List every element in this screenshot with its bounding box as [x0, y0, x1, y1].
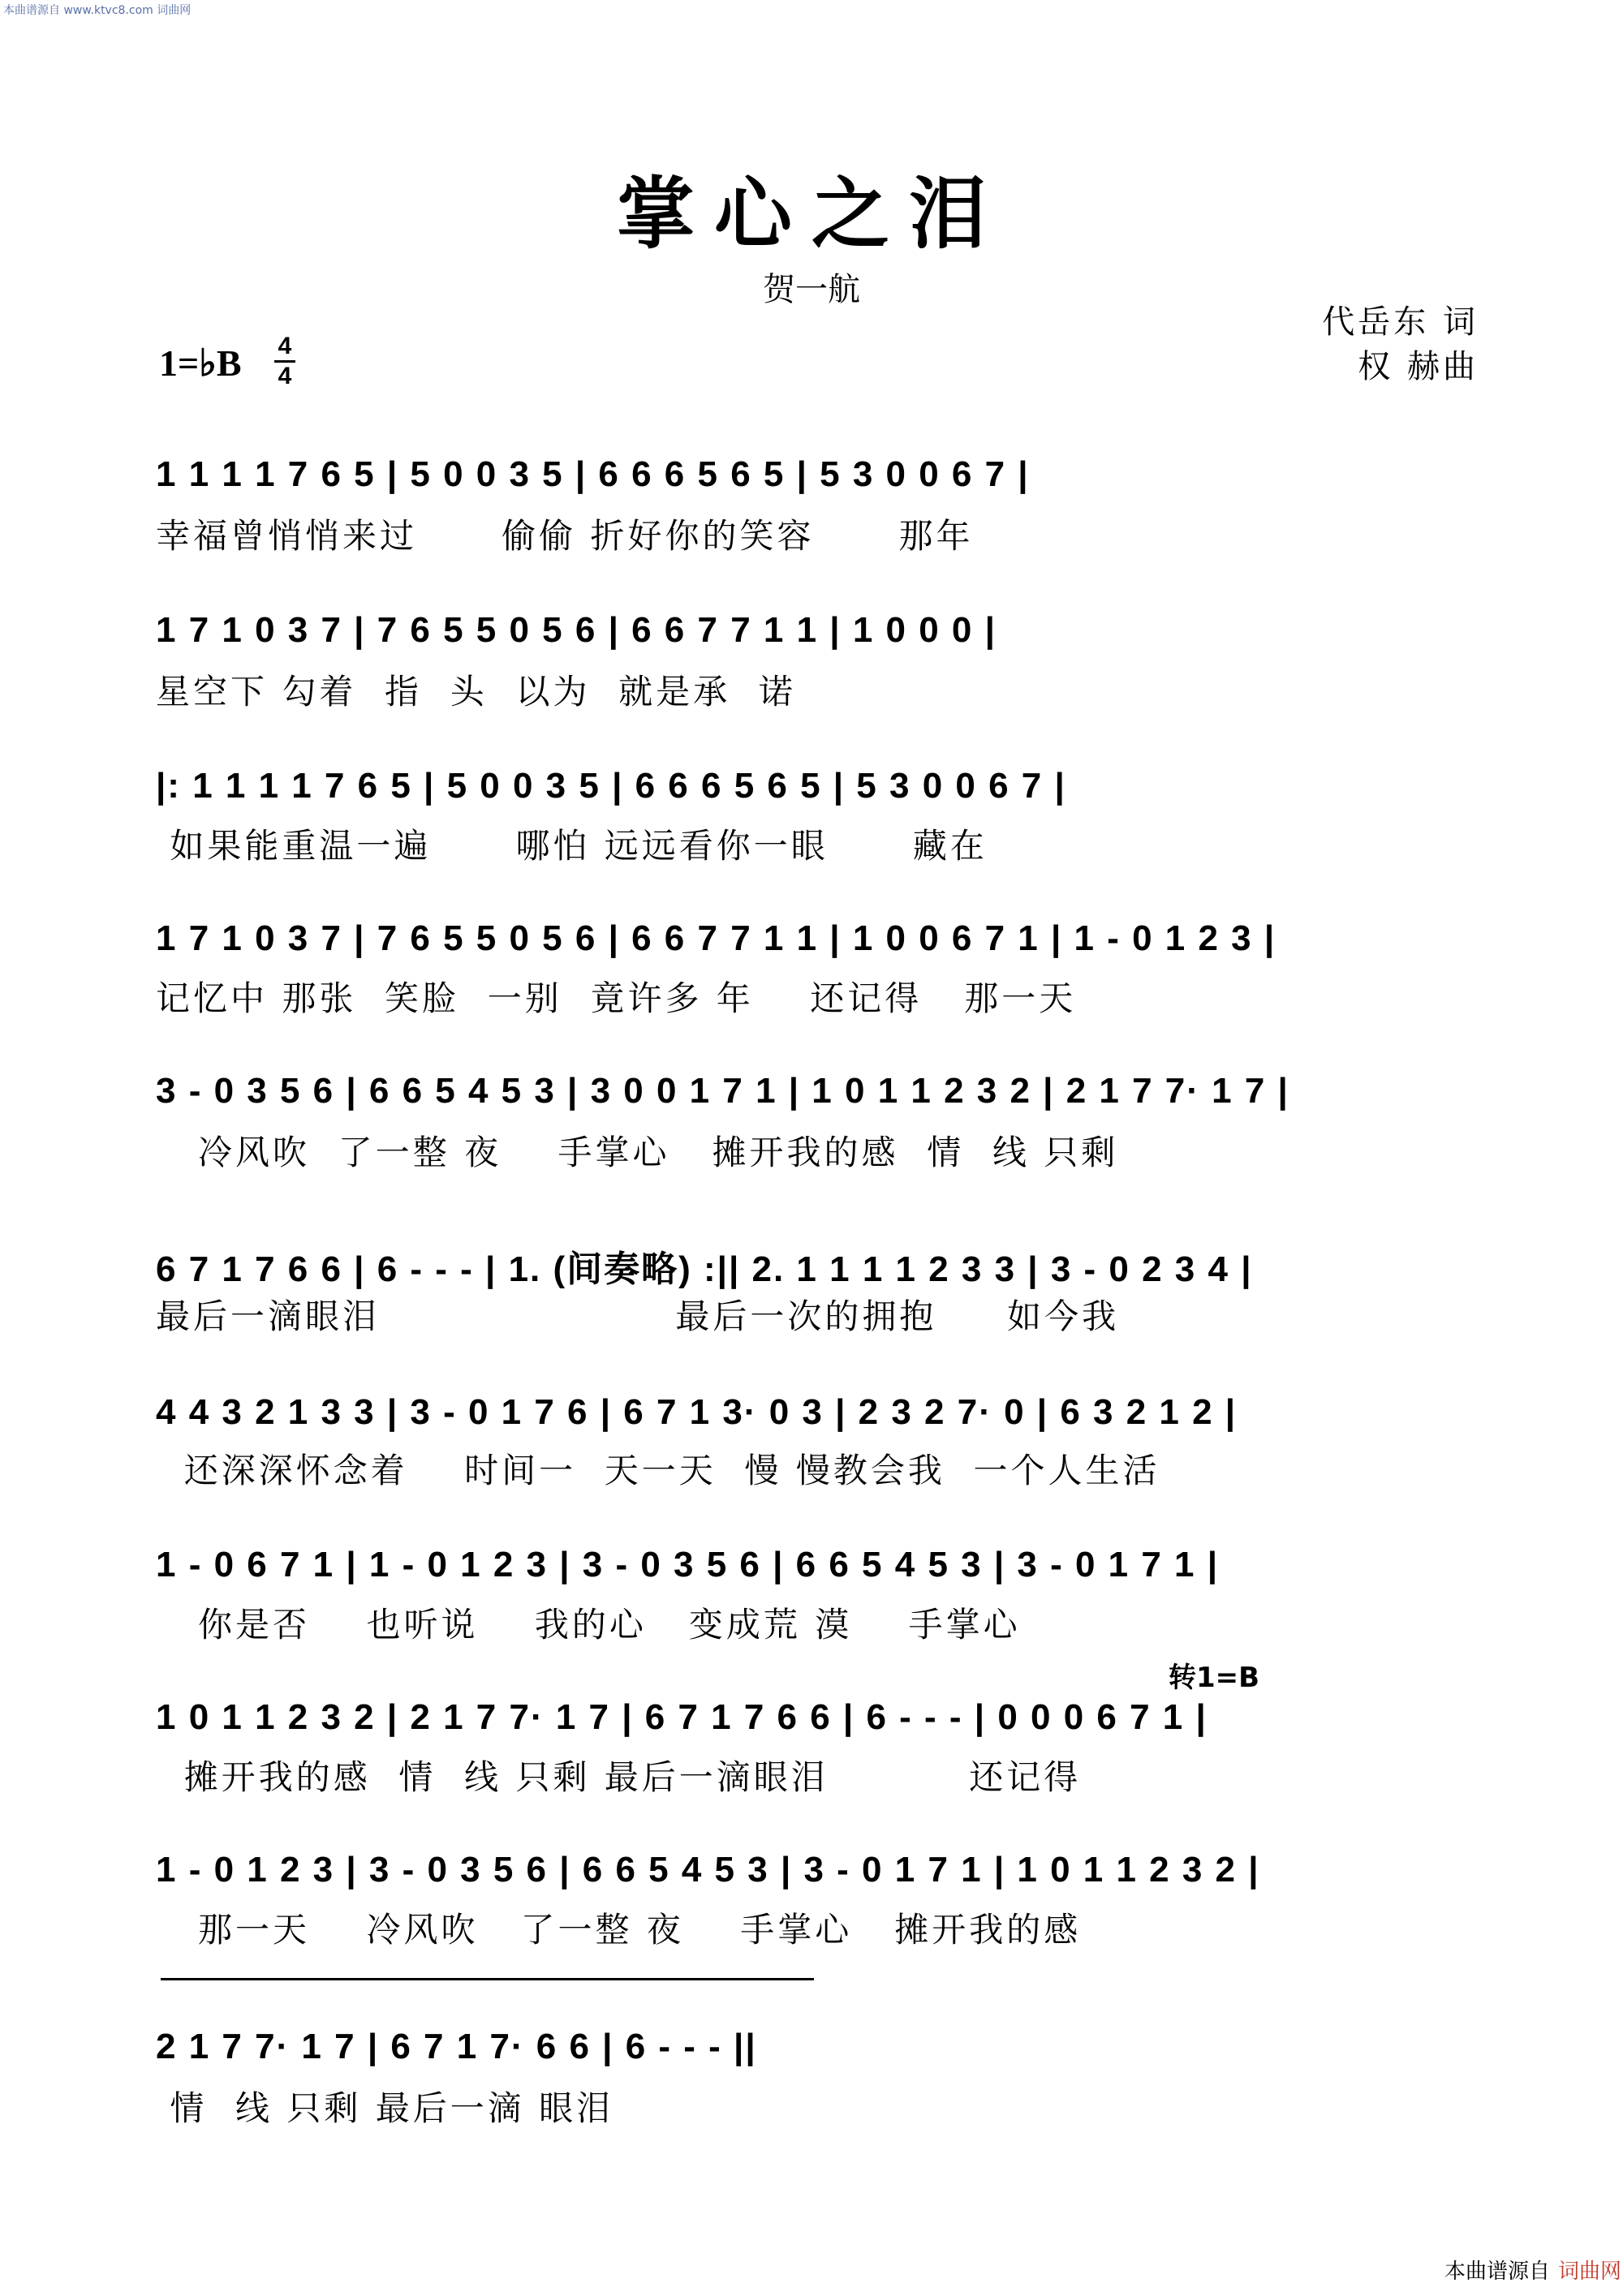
notation-line: 2 1 7 7· 1 7 | 6 7 1 7· 6 6 | 6 - - - || — [156, 2027, 757, 2066]
time-signature-top: 4 — [278, 333, 292, 359]
notation-line: 6 7 1 7 6 6 | 6 - - - | 1. (间奏略) :|| 2. 1 1 1 1 2 3 3 | 3 - 0 2 3 4 | — [156, 1249, 1253, 1289]
lyric-line: 如果能重温一遍 哪怕 远远看你一眼 藏在 — [156, 826, 988, 866]
lyric-line: 最后一滴眼泪 最后一次的拥抱 如今我 — [156, 1296, 1120, 1336]
lyric-line: 你是否 也听说 我的心 变成荒 漠 手掌心 — [156, 1605, 1021, 1645]
lyric-line: 还深深怀念着 时间一 天一天 慢 慢教会我 一个人生活 — [156, 1451, 1160, 1490]
footer-source: 本曲谱源自 — [1444, 2259, 1551, 2284]
notation-line: 1 - 0 6 7 1 | 1 - 0 1 2 3 | 3 - 0 3 5 6 | 6 6 5 4 5 3 | 3 - 0 1 7 1 | — [156, 1545, 1220, 1584]
notation-line: 1 - 0 1 2 3 | 3 - 0 3 5 6 | 6 6 5 4 5 3 | 3 - 0 1 7 1 | 1 0 1 1 2 3 2 | — [156, 1850, 1260, 1890]
lyric-line: 幸福曾悄悄来过 偷偷 折好你的笑容 那年 — [156, 516, 974, 556]
lyric-line: 摊开我的感 情 线 只剩 最后一滴眼泪 还记得 — [156, 1757, 1082, 1797]
notation-line: 1 0 1 1 2 3 2 | 2 1 7 7· 1 7 | 6 7 1 7 6 6 | 6 - - - | 0 0 0 6 7 1 | — [156, 1697, 1208, 1737]
lyric-line: 冷风吹 了一整 夜 手掌心 摊开我的感 情 线 只剩 — [156, 1133, 1119, 1172]
notation-line: 1 7 1 0 3 7 | 7 6 5 5 0 5 6 | 6 6 7 7 1 1 | 1 0 0 0 | — [156, 610, 997, 650]
time-signature — [274, 334, 295, 389]
lyric-line: 记忆中 那张 笑脸 一别 竟许多 年 还记得 那一天 — [156, 978, 1077, 1018]
notation-line: 3 - 0 3 5 6 | 6 6 5 4 5 3 | 3 0 0 1 7 1 | 1 0 1 1 2 3 2 | 2 1 7 7· 1 7 | — [156, 1071, 1289, 1111]
lyricist: 代岳东 词 — [1322, 303, 1479, 341]
modulation-mark: 转1=B — [1169, 1662, 1260, 1694]
lyric-line: 星空下 勾着 指 头 以为 就是承 诺 — [156, 672, 796, 712]
notation-line: |: 1 1 1 1 7 6 5 | 5 0 0 3 5 | 6 6 6 5 6 5 | 5 3 0 0 6 7 | — [156, 766, 1066, 806]
final-ending-bracket — [161, 1978, 814, 1980]
notation-line: 1 7 1 0 3 7 | 7 6 5 5 0 5 6 | 6 6 7 7 1 1 | 1 0 0 6 7 1 | 1 - 0 1 2 3 | — [156, 918, 1276, 958]
composer: 权 赫曲 — [1358, 348, 1479, 385]
singer: 贺一航 — [763, 271, 860, 308]
song-title: 掌心之泪 — [617, 168, 1006, 260]
watermark: 本曲谱源自 www.ktvc8.com 词曲网 — [3, 4, 192, 17]
time-signature-bottom: 4 — [278, 363, 292, 389]
lyric-line: 情 线 只剩 最后一滴 眼泪 — [156, 2088, 614, 2128]
notation-line: 4 4 3 2 1 3 3 | 3 - 0 1 7 6 | 6 7 1 3· 0 3 | 2 3 2 7· 0 | 6 3 2 1 2 | — [156, 1392, 1238, 1432]
footer-site[interactable]: 词曲网 — [1558, 2259, 1622, 2284]
key-signature: 1=♭B — [159, 342, 242, 384]
notation-line: 1 1 1 1 7 6 5 | 5 0 0 3 5 | 6 6 6 5 6 5 | 5 3 0 0 6 7 | — [156, 454, 1030, 494]
lyric-line: 那一天 冷风吹 了一整 夜 手掌心 摊开我的感 — [156, 1910, 1082, 1950]
